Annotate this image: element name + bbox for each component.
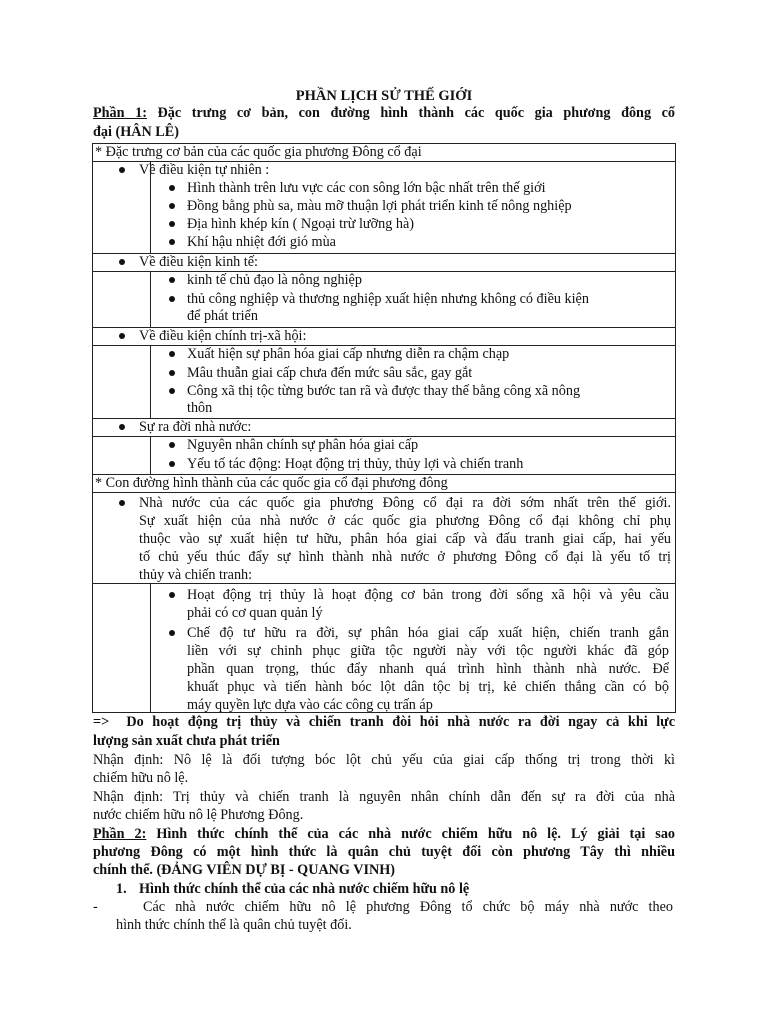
- part2-heading-line1: [93, 825, 675, 844]
- list-item: Yếu tố tác động: Hoạt động trị thủy, thủy lợi và chiến tranh: [187, 456, 524, 472]
- paragraph-line: Sự xuất hiện của nhà nước ở các quốc gia phương Đông cổ đại không chỉ phụ: [139, 513, 671, 529]
- page-title: PHẦN LỊCH SỬ THẾ GIỚI: [295, 88, 473, 104]
- table-border: [150, 436, 151, 474]
- part2-label: Phần 2:: [93, 826, 147, 842]
- bullet-icon: [169, 221, 175, 227]
- bullet-icon: [169, 388, 175, 394]
- numbered-marker: 1.: [116, 881, 127, 897]
- paragraph-line: Các nhà nước chiếm hữu nô lệ phương Đông tổ chức bộ máy nhà nước theo: [143, 899, 673, 915]
- table-border: [92, 143, 93, 712]
- part1-label: Phần 1:: [93, 105, 147, 121]
- list-item: phần quan trọng, thúc đẩy nhanh quá trình hình thành nhà nước. Để: [187, 661, 669, 677]
- bullet-icon: [169, 351, 175, 357]
- bullet-icon: [169, 277, 175, 283]
- bullet-icon: [119, 333, 125, 339]
- bullet-icon: [169, 442, 175, 448]
- list-item: Mâu thuẫn giai cấp chưa đến mức sâu sắc, gay gắt: [187, 365, 473, 381]
- group-label: Về điều kiện tự nhiên :: [139, 162, 270, 178]
- note-line: Nhận định: Nô lệ là đối tượng bóc lột chủ yếu của giai cấp thống trị trong thời kì: [93, 752, 675, 768]
- table-border: [675, 143, 676, 712]
- note-line: Nhận định: Trị thủy và chiến tranh là nguyên nhân chính dẫn đến sự ra đời của nhà: [93, 789, 675, 805]
- conclusion-text: Do hoạt động trị thủy và chiến tranh đòi hỏi nhà nước ra đời ngay cả khi lực: [126, 714, 675, 730]
- list-item: thôn: [187, 400, 213, 416]
- bullet-icon: [169, 630, 175, 636]
- list-item: Hình thành trên lưu vực các con sông lớn bậc nhất trên thế giới: [187, 180, 546, 196]
- list-item: Xuất hiện sự phân hóa giai cấp nhưng diễn ra chậm chạp: [187, 346, 510, 362]
- bullet-icon: [169, 592, 175, 598]
- list-item: Khí hậu nhiệt đới gió mùa: [187, 234, 336, 250]
- list-item: liền với sự chinh phục giữa tộc người này với tộc người khác đã góp: [187, 643, 669, 659]
- table-border: [150, 583, 151, 712]
- bullet-icon: [169, 239, 175, 245]
- note-line: nước chiếm hữu nô lệ Phương Đông.: [93, 807, 304, 823]
- note-line: chiếm hữu nô lệ.: [93, 770, 189, 786]
- bullet-icon: [169, 185, 175, 191]
- conclusion-line1: [93, 713, 675, 732]
- list-item: Nguyên nhân chính sự phân hóa giai cấp: [187, 437, 419, 453]
- table-border: [150, 271, 151, 327]
- arrow-icon: =>: [93, 714, 110, 730]
- section-a-header: * Đặc trưng cơ bản của các quốc gia phương Đông cổ đại: [95, 144, 422, 160]
- paragraph-line: thủy và chiến tranh:: [139, 567, 253, 583]
- part1-heading-text: Đặc trưng cơ bản, con đường hình thành các quốc gia phương đông cổ: [157, 105, 676, 121]
- list-item: máy quyền lực dựa vào các công cụ trấn áp: [187, 697, 433, 713]
- list-item: Công xã thị tộc từng bước tan rã và được thay thế bằng công xã nông: [187, 383, 581, 399]
- list-item: Hoạt động trị thủy là hoạt động cơ bản trong đời sống xã hội và yêu cầu: [187, 587, 669, 603]
- paragraph-line: thuộc vào sự xuất hiện tư hữu, phân hóa giai cấp và đấu tranh giai cấp, hai yếu: [139, 531, 671, 547]
- part2-heading-line2: phương Đông có một hình thức là quân chủ tuyệt đối còn phương Tây thì nhiều: [93, 844, 675, 860]
- part2-heading-line3: chính thể. (ĐẢNG VIÊN DỰ BỊ - QUANG VINH): [93, 862, 396, 878]
- list-item: thủ công nghiệp và thương nghiệp xuất hiện nhưng không có điều kiện: [187, 291, 589, 307]
- part2-heading-text: Hình thức chính thể của các nhà nước chiếm hữu nô lệ. Lý giải tại sao: [156, 826, 676, 842]
- numbered-heading: Hình thức chính thể của các nhà nước chiếm hữu nô lệ: [139, 881, 470, 897]
- table-border: [150, 345, 151, 418]
- list-item: để phát triển: [187, 308, 258, 324]
- list-item: Đồng bằng phù sa, màu mỡ thuận lợi phát triển kinh tế nông nghiệp: [187, 198, 572, 214]
- list-item: Chế độ tư hữu ra đời, sự phân hóa giai cấp xuất hiện, chiến tranh gắn: [187, 625, 669, 641]
- paragraph-line: tố chủ yếu thúc đẩy sự hình thành nhà nước ở phương Đông cổ đại là yếu tố trị: [139, 549, 671, 565]
- group-label: Sự ra đời nhà nước:: [139, 419, 252, 435]
- group-label: Về điều kiện chính trị-xã hội:: [139, 328, 307, 344]
- bullet-icon: [169, 203, 175, 209]
- paragraph-line: Nhà nước của các quốc gia phương Đông cổ đại ra đời sớm nhất trên thế giới.: [139, 495, 671, 511]
- section-b-header: * Con đường hình thành của các quốc gia cổ đại phương đông: [95, 475, 448, 491]
- bullet-icon: [119, 500, 125, 506]
- bullet-icon: [119, 424, 125, 430]
- conclusion-line2: lượng sản xuất chưa phát triển: [93, 733, 280, 749]
- bullet-icon: [119, 167, 125, 173]
- table-border: [92, 492, 676, 493]
- group-label: Về điều kiện kinh tế:: [139, 254, 258, 270]
- paragraph-line: hình thức chính thể là quân chủ tuyệt đối.: [116, 917, 352, 933]
- list-item: kinh tế chủ đạo là nông nghiệp: [187, 272, 362, 288]
- bullet-icon: [169, 370, 175, 376]
- bullet-icon: [169, 461, 175, 467]
- bullet-icon: [119, 259, 125, 265]
- dash-marker: -: [93, 899, 98, 915]
- part1-heading-line1: [93, 104, 675, 123]
- table-border: [92, 271, 676, 272]
- list-item: khuất phục và tiến hành bóc lột dân tộc bị trị, kẻ chiến thắng cần có bộ: [187, 679, 669, 695]
- part1-heading-line2: đại (HÂN LÊ): [93, 124, 179, 140]
- list-item: Địa hình khép kín ( Ngoại trừ lưỡng hà): [187, 216, 414, 232]
- bullet-icon: [169, 296, 175, 302]
- list-item: phải có cơ quan quản lý: [187, 605, 323, 621]
